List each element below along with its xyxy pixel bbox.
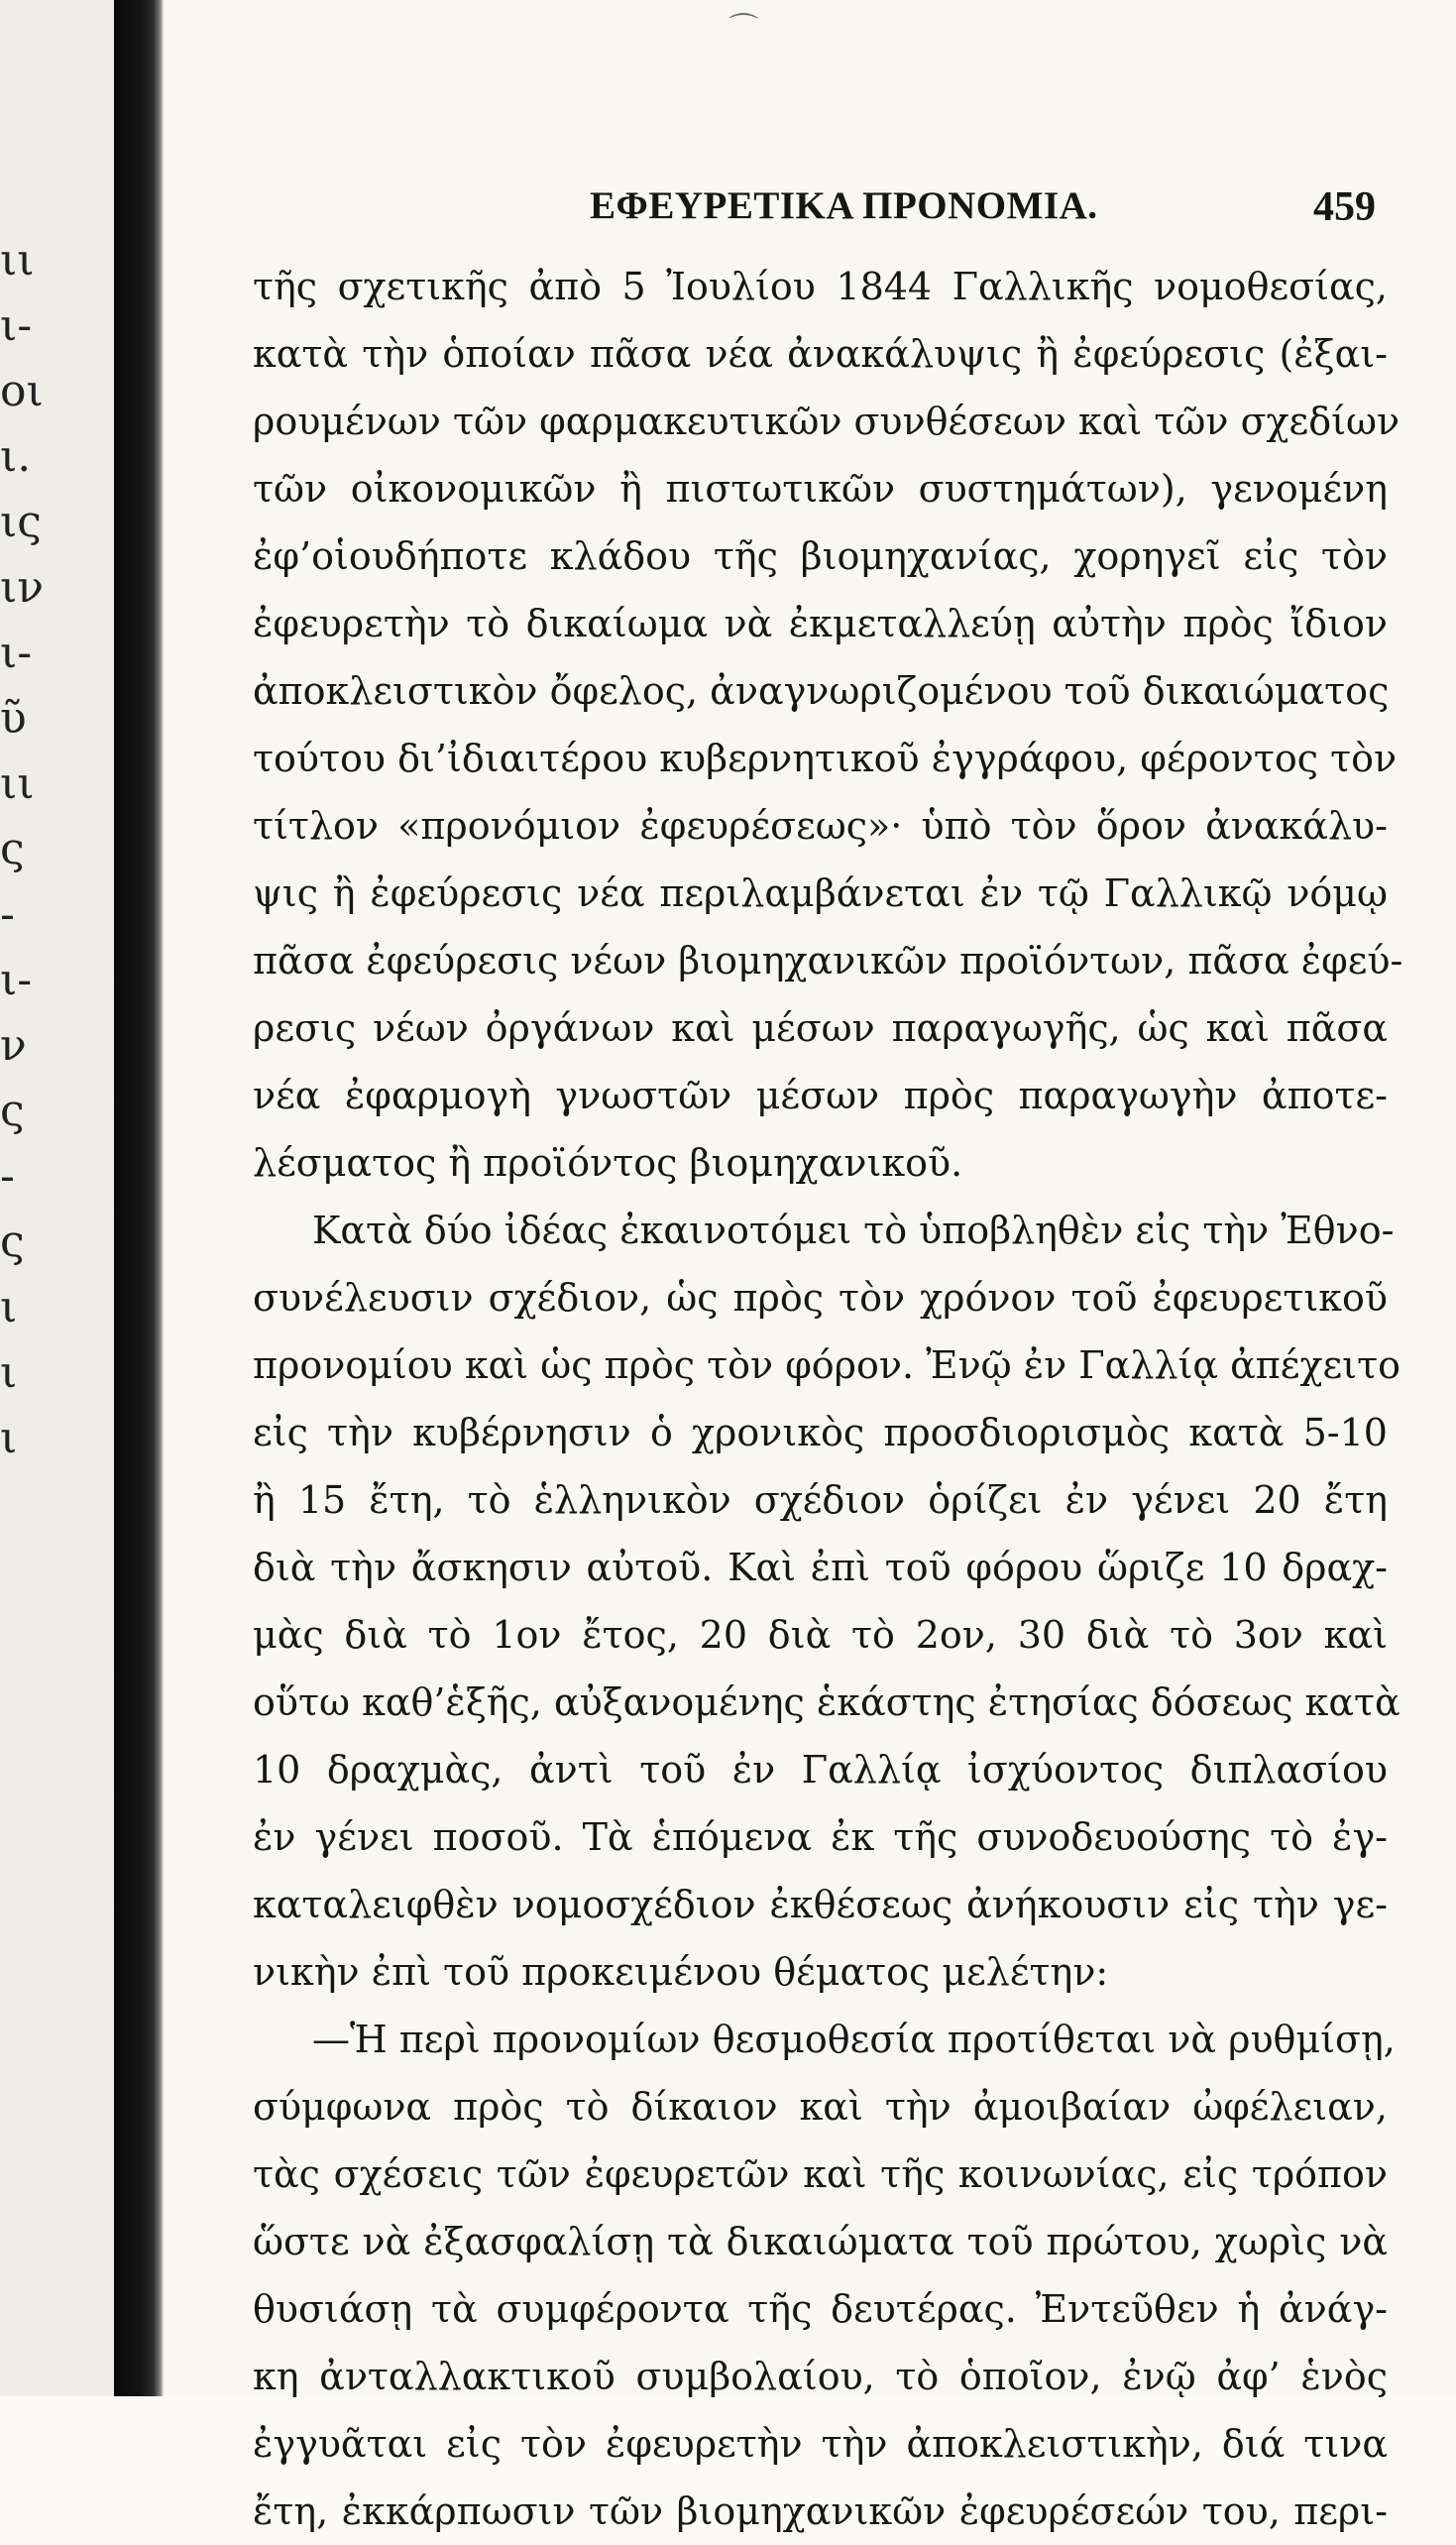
page-content [253,183,1403,2545]
text-line: πᾶσα ἐφεύρεσις νέων βιομηχανικῶν προϊόντων, πᾶσα ἐφεύ- [253,939,1403,983]
text-line: τὰς σχέσεις τῶν ἐφευρετῶν καὶ τῆς κοινωνίας, εἰς τρόπον [253,2152,1388,2196]
text-line: οὕτω καθ’ἑξῆς, αὐξανομένης ἑκάστης ἐτησίας δόσεως κατὰ [253,1680,1400,1724]
text-line: ἐφ’οἱουδήποτε κλάδου τῆς βιομηχανίας, χορηγεῖ εἰς τὸν [253,534,1388,578]
text-line: τῆς σχετικῆς ἀπὸ 5 Ἰουλίου 1844 Γαλλικῆς νομοθεσίας, [253,265,1388,308]
margin-fragment: ιν [0,562,44,613]
margin-fragment: ι [0,1413,18,1463]
margin-fragment: ν [0,1020,27,1071]
margin-fragment: ῦ [0,693,27,744]
text-line: νέα ἐφαρμογὴ γνωστῶν μέσων πρὸς παραγωγὴν ἀποτε- [253,1074,1388,1117]
margin-fragment: ι [0,1282,18,1332]
margin-fragment: ς [0,1086,25,1136]
margin-fragment: ι- [0,300,33,351]
body-text [253,253,1403,2545]
margin-fragment: ι. [0,431,32,482]
margin-fragment: ιι [0,235,35,286]
text-line: ἔτη, ἐκκάρπωσιν τῶν βιομηχανικῶν ἐφευρέσεών του, περι- [253,2489,1388,2533]
text-line: προνομίου καὶ ὡς πρὸς τὸν φόρον. Ἐνῷ ἐν Γαλλίᾳ ἀπέχειτο [253,1343,1400,1387]
facing-page-fragments [0,228,44,1471]
text-line: μὰς διὰ τὸ 1ον ἔτος, 20 διὰ τὸ 2ον, 30 διὰ τὸ 3ον καὶ [253,1613,1388,1657]
margin-fragment: ιι [0,758,35,809]
text-line: σύμφωνα πρὸς τὸ δίκαιον καὶ τὴν ἀμοιβαίαν ὠφέλειαν, [253,2085,1388,2129]
running-head [253,183,1388,243]
margin-fragment: ι- [0,628,33,678]
text-line: ἐγγυᾶται εἰς τὸν ἐφευρετὴν τὴν ἀποκλειστικὴν, διά τινα [253,2422,1388,2466]
text-line: ἐν γένει ποσοῦ. Τὰ ἑπόμενα ἐκ τῆς συνοδευούσης τὸ ἐγ- [253,1815,1388,1859]
paragraph-start-line: —Ἡ περὶ προνομίων θεσμοθεσία προτίθεται νὰ ρυθμίσῃ, [312,2018,1396,2061]
text-line: εἰς τὴν κυβέρνησιν ὁ χρονικὸς προσδιορισμὸς κατὰ 5-10 [253,1411,1388,1454]
paragraph-start-line: Κατὰ δύο ἰδέας ἐκαινοτόμει τὸ ὑποβληθὲν εἰς τὴν Ἐθνο- [312,1209,1395,1252]
margin-fragment: ς [0,824,25,874]
text-line: τίτλον «προνόμιον ἐφευρέσεως»· ὑπὸ τὸν ὅρον ἀνακάλυ- [253,804,1388,848]
book-binding-shadow [114,0,164,2396]
text-line: κη ἀνταλλακτικοῦ συμβολαίου, τὸ ὁποῖον, ἐνῷ ἀφ’ ἑνὸς [253,2355,1388,2398]
text-line: ὥστε νὰ ἐξασφαλίσῃ τὰ δικαιώματα τοῦ πρώτου, χωρὶς νὰ [253,2220,1388,2263]
text-line: καταλειφθὲν νομοσχέδιον ἐκθέσεως ἀνήκουσιν εἰς τὴν γε- [253,1883,1388,1926]
margin-fragment: οι [0,366,44,416]
text-line: κατὰ τὴν ὁποίαν πᾶσα νέα ἀνακάλυψις ἢ ἐφεύρεσις (ἐξαι- [253,332,1388,376]
text-line: 10 δραχμὰς, ἀντὶ τοῦ ἐν Γαλλίᾳ ἰσχύοντος διπλασίου [253,1748,1388,1792]
margin-fragment: ι [0,1347,18,1398]
paragraph-end-line: λέσματος ἢ προϊόντος βιομηχανικοῦ. [253,1141,963,1185]
paragraph-end-line: νικὴν ἐπὶ τοῦ προκειμένου θέματος μελέτην: [253,1950,1109,1994]
text-line: συνέλευσιν σχέδιον, ὡς πρὸς τὸν χρόνον τοῦ ἐφευρετικοῦ [253,1276,1388,1320]
text-line: ψις ἢ ἐφεύρεσις νέα περιλαμβάνεται ἐν τῷ Γαλλικῷ νόμῳ [253,871,1388,915]
text-line: ρεσις νέων ὀργάνων καὶ μέσων παραγωγῆς, ὡς καὶ πᾶσα [253,1006,1388,1050]
text-line: ἢ 15 ἔτη, τὸ ἑλληνικὸν σχέδιον ὁρίζει ἐν γένει 20 ἔτη [253,1478,1388,1522]
margin-fragment: ι- [0,955,33,1005]
margin-fragment: - [0,1151,15,1202]
text-line: ἀποκλειστικὸν ὄφελος, ἀναγνωριζομένου τοῦ δικαιώματος [253,669,1390,713]
margin-fragment: ις [0,497,42,547]
margin-fragment: ς [0,1216,25,1267]
top-smudge: ⌒ [728,12,758,47]
running-head-title: ΕΦΕΥΡΕΤΙΚΑ ΠΡΟΝΟΜΙΑ. [590,184,1098,227]
margin-fragment: - [0,889,15,940]
text-line: ἐφευρετὴν τὸ δικαίωμα νὰ ἐκμεταλλεύῃ αὐτὴν πρὸς ἴδιον [253,602,1388,645]
text-line: τῶν οἰκονομικῶν ἢ πιστωτικῶν συστημάτων), γενομένη [253,467,1388,511]
page-number: 459 [1313,184,1376,230]
text-line: θυσιάσῃ τὰ συμφέροντα τῆς δευτέρας. Ἐντεῦθεν ἡ ἀνάγ- [253,2287,1388,2331]
text-line: ρουμένων τῶν φαρμακευτικῶν συνθέσεων καὶ τῶν σχεδίων [253,400,1400,443]
text-line: τούτου δι’ἰδιαιτέρου κυβερνητικοῦ ἐγγράφου, φέροντος τὸν [253,737,1398,780]
text-line: διὰ τὴν ἄσκησιν αὐτοῦ. Καὶ ἐπὶ τοῦ φόρου ὥριζε 10 δραχ- [253,1546,1388,1589]
